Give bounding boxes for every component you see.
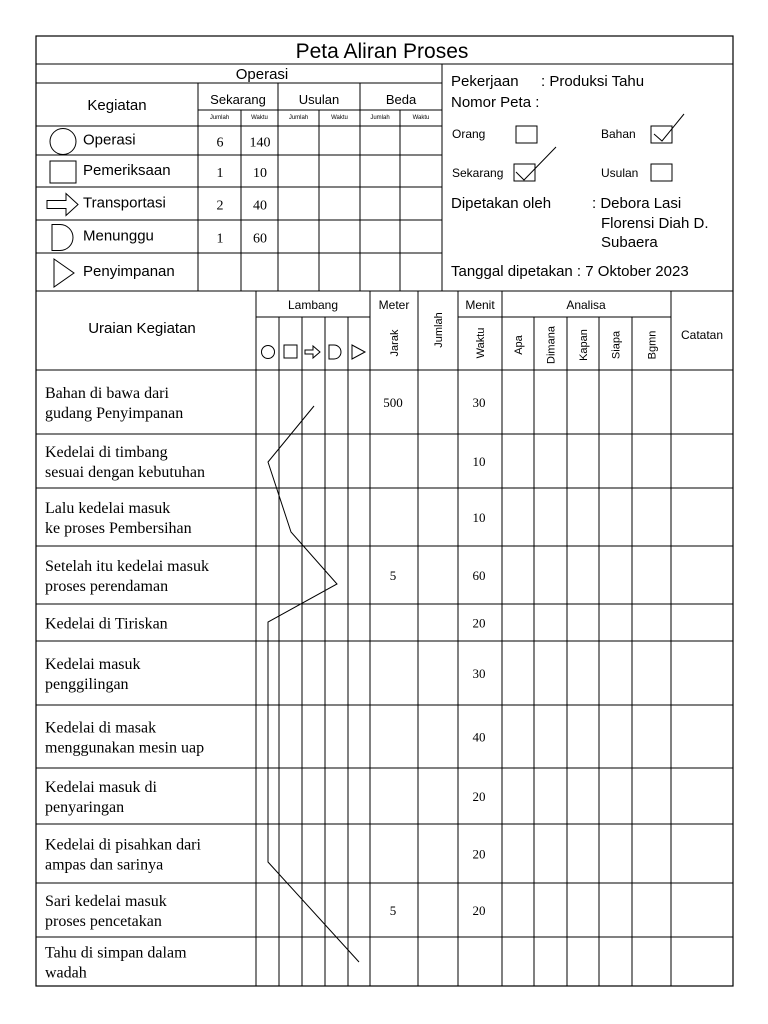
sekarang-label: Sekarang [452, 166, 504, 180]
page-title: Peta Aliran Proses [295, 40, 469, 63]
step-text: Kedelai masuk [45, 656, 141, 673]
step-jarak: 500 [383, 395, 403, 410]
pekerjaan-label: Pekerjaan [451, 73, 519, 90]
step-text: wadah [45, 964, 87, 982]
triangle-icon [54, 259, 74, 287]
analisa-col-apa: Apa [513, 335, 525, 355]
step-text: Kedelai di Tiriskan [45, 615, 168, 633]
operasi-header: Operasi [235, 66, 289, 83]
summary-waktu: 60 [253, 231, 267, 247]
square-icon [50, 161, 76, 183]
step-text: penggilingan [45, 676, 129, 693]
summary-label: Penyimpanan [83, 263, 175, 280]
sub-waktu: Waktu [412, 115, 430, 121]
circle-icon [262, 346, 275, 359]
summary-jumlah: 2 [216, 198, 224, 214]
usulan-checkbox [651, 164, 672, 181]
step-text: Bahan di bawa dari [45, 385, 169, 402]
step-text: gudang Penyimpanan [45, 405, 184, 422]
step-text: menggunakan mesin uap [45, 739, 205, 757]
sub-jumlah: Jumlah [288, 115, 309, 121]
analisa-col-bgmn: Bgmn [646, 330, 659, 360]
step-text: penyaringan [45, 799, 125, 816]
dipetakan-value: Florensi Diah D. [601, 215, 709, 232]
step-waktu: 10 [472, 510, 486, 525]
uraian-header: Uraian Kegiatan [88, 320, 196, 337]
summary-waktu: 140 [249, 135, 271, 151]
dipetakan-value: : Debora Lasi [592, 195, 682, 212]
group-header: Beda [385, 92, 417, 107]
step-text: Sari kedelai masuk [45, 893, 167, 910]
orang-checkbox [516, 126, 537, 143]
step-waktu: 20 [472, 846, 486, 862]
summary-label: Pemeriksaan [83, 162, 171, 179]
step-waktu: 20 [472, 903, 486, 918]
analisa-col-siapa: Siapa [610, 330, 623, 360]
step-waktu: 20 [472, 615, 486, 631]
analisa-col-kapan: Kapan [578, 329, 590, 361]
jarak-header: Jarak [389, 329, 401, 357]
step-jarak: 5 [389, 568, 397, 583]
step-waktu: 60 [472, 568, 486, 583]
tanggal-dipetakan: Tanggal dipetakan : 7 Oktober 2023 [451, 263, 689, 280]
catatan-header: Catatan [680, 328, 724, 342]
step-waktu: 10 [472, 454, 486, 469]
circle-icon [50, 129, 76, 155]
nomor-peta-label: Nomor Peta : [451, 94, 540, 111]
dipetakan-value: Subaera [601, 234, 658, 251]
sub-waktu: Waktu [331, 115, 348, 121]
step-jarak: 5 [389, 903, 397, 918]
dipetakan-label: Dipetakan oleh [451, 195, 552, 212]
triangle-icon [352, 345, 365, 359]
meter-header: Meter [378, 298, 410, 312]
step-waktu: 30 [472, 395, 486, 410]
step-text: proses pencetakan [45, 913, 162, 930]
step-text: Kedelai masuk di [45, 779, 157, 796]
step-text: Kedelai di timbang [45, 444, 168, 461]
summary-waktu: 40 [253, 198, 267, 214]
jumlah-header: Jumlah [433, 312, 445, 348]
summary-label: Operasi [83, 131, 136, 149]
step-text: proses perendaman [45, 578, 169, 595]
lambang-header: Lambang [287, 298, 339, 312]
check-mark-icon [654, 114, 684, 141]
step-text: ke proses Pembersihan [45, 520, 192, 537]
square-icon [284, 345, 297, 358]
d-shape-icon [329, 345, 341, 359]
summary-label: Transportasi [83, 194, 166, 212]
group-header: Usulan [298, 92, 340, 107]
group-header: Sekarang [210, 92, 266, 107]
analisa-col-dimana: Dimana [545, 326, 558, 364]
pekerjaan-value: : Produksi Tahu [541, 73, 645, 90]
flow-line [268, 406, 359, 962]
usulan-label: Usulan [601, 166, 639, 180]
step-text: ampas dan sarinya [45, 856, 164, 874]
summary-jumlah: 1 [216, 231, 224, 247]
step-text: Kedelai di pisahkan dari [45, 836, 201, 854]
step-text: Setelah itu kedelai masuk [45, 558, 209, 575]
orang-label: Orang [452, 127, 486, 141]
step-waktu: 20 [472, 789, 486, 804]
step-waktu: 30 [472, 666, 486, 681]
sub-jumlah: Jumlah [370, 115, 390, 121]
analisa-header: Analisa [566, 298, 606, 312]
sub-waktu: Waktu [251, 115, 268, 121]
sub-jumlah: Jumlah [209, 115, 230, 121]
step-text: Tahu di simpan dalam [45, 944, 187, 962]
waktu-header: Waktu [475, 327, 487, 359]
d-shape-icon [52, 225, 73, 251]
step-waktu: 40 [472, 729, 486, 745]
bahan-label: Bahan [601, 127, 636, 141]
step-text: sesuai dengan kebutuhan [45, 464, 205, 481]
step-text: Kedelai di masak [45, 719, 157, 737]
menit-header: Menit [465, 298, 495, 312]
step-text: Lalu kedelai masuk [45, 500, 171, 517]
summary-jumlah: 1 [216, 166, 224, 181]
kegiatan-header: Kegiatan [87, 97, 147, 114]
summary-jumlah: 6 [216, 135, 224, 151]
summary-waktu: 10 [253, 166, 267, 181]
arrow-icon [305, 346, 320, 358]
arrow-icon [47, 194, 78, 216]
summary-label: Menunggu [83, 227, 154, 245]
